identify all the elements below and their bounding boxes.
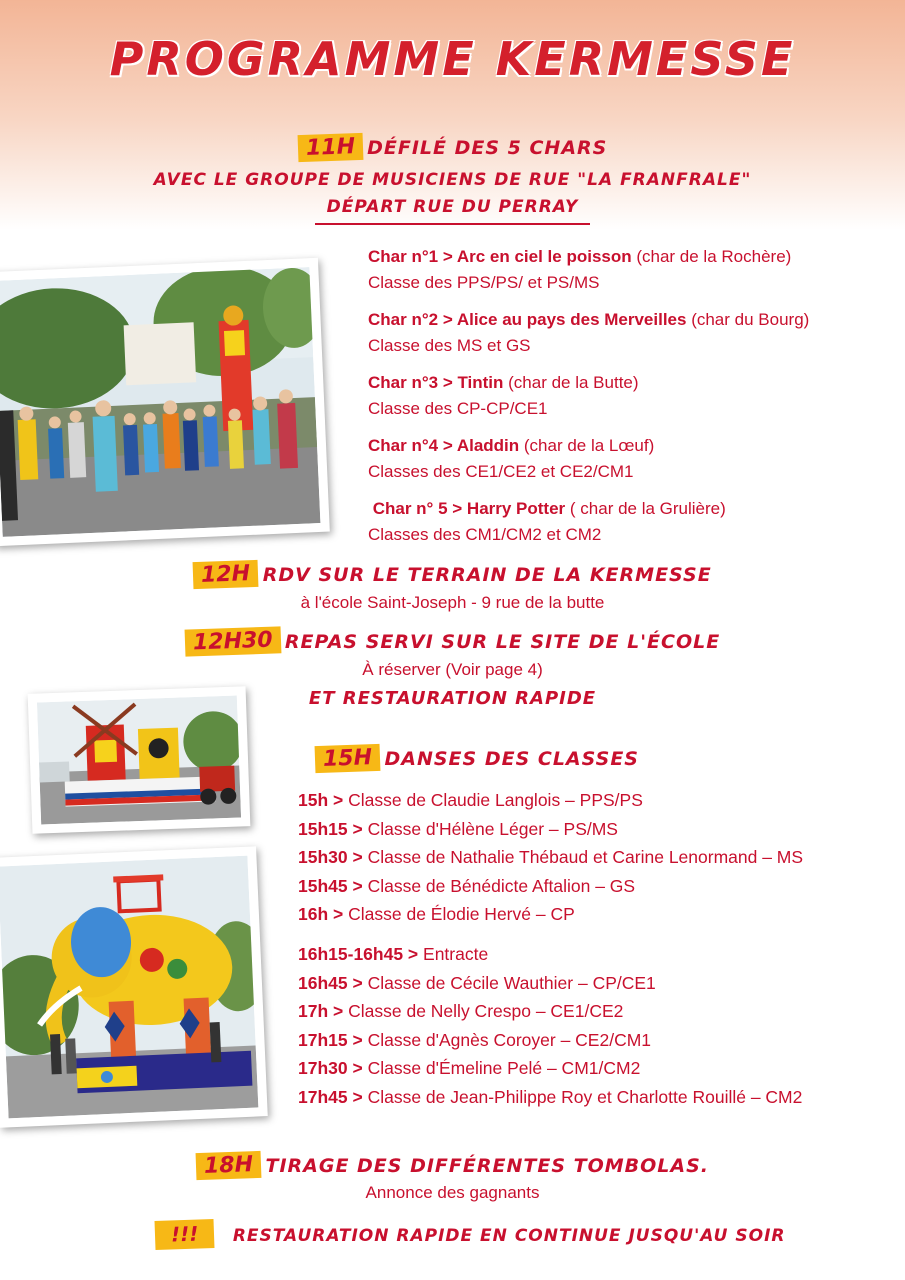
repas-heading-row bbox=[0, 628, 905, 655]
char-item-5 bbox=[368, 496, 888, 548]
dance-row bbox=[298, 843, 898, 872]
char-note: (char de la Lœuf) bbox=[519, 436, 655, 455]
dance-class: Classe d'Hélène Léger – PS/MS bbox=[362, 818, 618, 839]
dance-class: Classe de Nathalie Thébaud et Carine Lenormand – MS bbox=[362, 847, 804, 868]
dance-time: 15h45 > bbox=[298, 875, 363, 896]
char-note: (char de la Rochère) bbox=[631, 247, 792, 266]
moulin-float-photo bbox=[28, 686, 251, 834]
char-classes: Classe des MS et GS bbox=[368, 336, 531, 355]
time-badge-12h: 12H bbox=[193, 560, 259, 589]
dance-time: 17h15 > bbox=[298, 1029, 363, 1050]
dance-class: Classe de Claudie Langlois – PPS/PS bbox=[343, 790, 643, 810]
char-note: ( char de la Grulière) bbox=[565, 499, 726, 518]
tirage-heading: TIRAGE DES DIFFÉRENTES TOMBOLAS. bbox=[265, 1155, 709, 1177]
tirage-annonce: Annonce des gagnants bbox=[365, 1183, 540, 1202]
defile-heading: DÉFILÉ DES 5 CHARS bbox=[367, 137, 608, 159]
elephant-float-photo bbox=[0, 846, 268, 1127]
danses-heading: DANSES DES CLASSES bbox=[384, 748, 639, 770]
char-classes: Classes des CM1/CM2 et CM2 bbox=[368, 525, 602, 544]
parade-photo bbox=[0, 258, 330, 546]
time-badge-15h: 15H bbox=[315, 744, 381, 773]
dance-class: Classe d'Agnès Coroyer – CE2/CM1 bbox=[362, 1029, 652, 1050]
dance-row bbox=[298, 872, 898, 901]
danses-heading-row bbox=[315, 745, 639, 772]
char-name: Char n°4 > Aladdin bbox=[368, 436, 520, 455]
dance-time: 17h30 > bbox=[298, 1058, 363, 1079]
final-row bbox=[155, 1220, 786, 1249]
dance-class: Classe de Bénédicte Aftalion – GS bbox=[362, 875, 636, 896]
dance-row bbox=[298, 997, 898, 1026]
dance-class: Classe de Jean-Philippe Roy et Charlotte Rouillé – CM2 bbox=[362, 1086, 803, 1107]
dance-class: Classe de Cécile Wauthier – CP/CE1 bbox=[362, 972, 656, 993]
dance-row bbox=[298, 900, 898, 929]
rdv-heading-row bbox=[0, 561, 905, 588]
dance-list-group-1 bbox=[298, 786, 898, 929]
char-classes: Classe des PPS/PS/ et PS/MS bbox=[368, 273, 600, 292]
dance-time: 16h > bbox=[298, 904, 344, 925]
dance-row bbox=[298, 786, 898, 815]
repas-heading: REPAS SERVI SUR LE SITE DE L'ÉCOLE bbox=[284, 631, 721, 653]
dance-time: 15h > bbox=[298, 790, 344, 810]
char-name: Char n°1 > Arc en ciel le poisson bbox=[368, 247, 632, 266]
repas-reservation: À réserver (Voir page 4) bbox=[362, 660, 543, 679]
dance-row bbox=[298, 1083, 898, 1112]
dance-time: 16h45 > bbox=[298, 972, 363, 993]
tirage-heading-row bbox=[0, 1152, 905, 1179]
dance-row bbox=[298, 815, 898, 844]
page-title: PROGRAMME KERMESSE bbox=[109, 32, 796, 86]
time-badge-12h30: 12H30 bbox=[184, 626, 281, 656]
time-badge-18h: 18H bbox=[196, 1151, 262, 1180]
dance-time: 15h30 > bbox=[298, 847, 363, 868]
char-classes: Classes des CE1/CE2 et CE2/CM1 bbox=[368, 462, 634, 481]
dance-time: 17h45 > bbox=[298, 1086, 363, 1107]
char-note: (char de la Butte) bbox=[503, 373, 639, 392]
dance-time: 15h15 > bbox=[298, 818, 363, 839]
dance-class: Classe de Nelly Crespo – CE1/CE2 bbox=[343, 1001, 624, 1022]
dance-row bbox=[298, 969, 898, 998]
dance-row bbox=[298, 1054, 898, 1083]
dance-class: Classe d'Émeline Pelé – CM1/CM2 bbox=[362, 1058, 641, 1079]
dance-class: Entracte bbox=[418, 944, 489, 964]
char-item-4 bbox=[368, 433, 888, 485]
dance-row bbox=[298, 1026, 898, 1055]
chars-list bbox=[368, 244, 888, 559]
final-restauration: RESTAURATION RAPIDE EN CONTINUE JUSQU'AU SOIR bbox=[232, 1226, 786, 1246]
time-badge-11h: 11H bbox=[297, 133, 363, 162]
char-classes: Classe des CP-CP/CE1 bbox=[368, 399, 548, 418]
defile-heading-row bbox=[0, 134, 905, 161]
char-name: Char n°3 > Tintin bbox=[368, 373, 504, 392]
char-note: (char du Bourg) bbox=[686, 310, 810, 329]
char-name: Char n° 5 > Harry Potter bbox=[368, 499, 566, 518]
dance-list-group-2 bbox=[298, 940, 898, 1112]
char-item-2 bbox=[368, 307, 888, 359]
char-item-3 bbox=[368, 370, 888, 422]
dance-time: 16h15-16h45 > bbox=[298, 944, 419, 964]
char-item-1 bbox=[368, 244, 888, 296]
dance-time: 17h > bbox=[298, 1001, 344, 1022]
rdv-address: à l'école Saint-Joseph - 9 rue de la butte bbox=[300, 593, 605, 612]
dance-row bbox=[298, 940, 898, 969]
repas-restauration: ET RESTAURATION RAPIDE bbox=[308, 688, 597, 709]
depart-underline bbox=[315, 223, 590, 225]
defile-musicians-line: AVEC LE GROUPE DE MUSICIENS DE RUE "LA FRANFRALE" bbox=[153, 170, 752, 190]
defile-depart-line: DÉPART RUE DU PERRAY bbox=[326, 197, 579, 217]
dance-class: Classe de Élodie Hervé – CP bbox=[343, 904, 575, 925]
char-name: Char n°2 > Alice au pays des Merveilles bbox=[368, 310, 687, 329]
rdv-heading: RDV SUR LE TERRAIN DE LA KERMESSE bbox=[262, 564, 712, 586]
exclamation-badge: !!! bbox=[155, 1219, 215, 1250]
